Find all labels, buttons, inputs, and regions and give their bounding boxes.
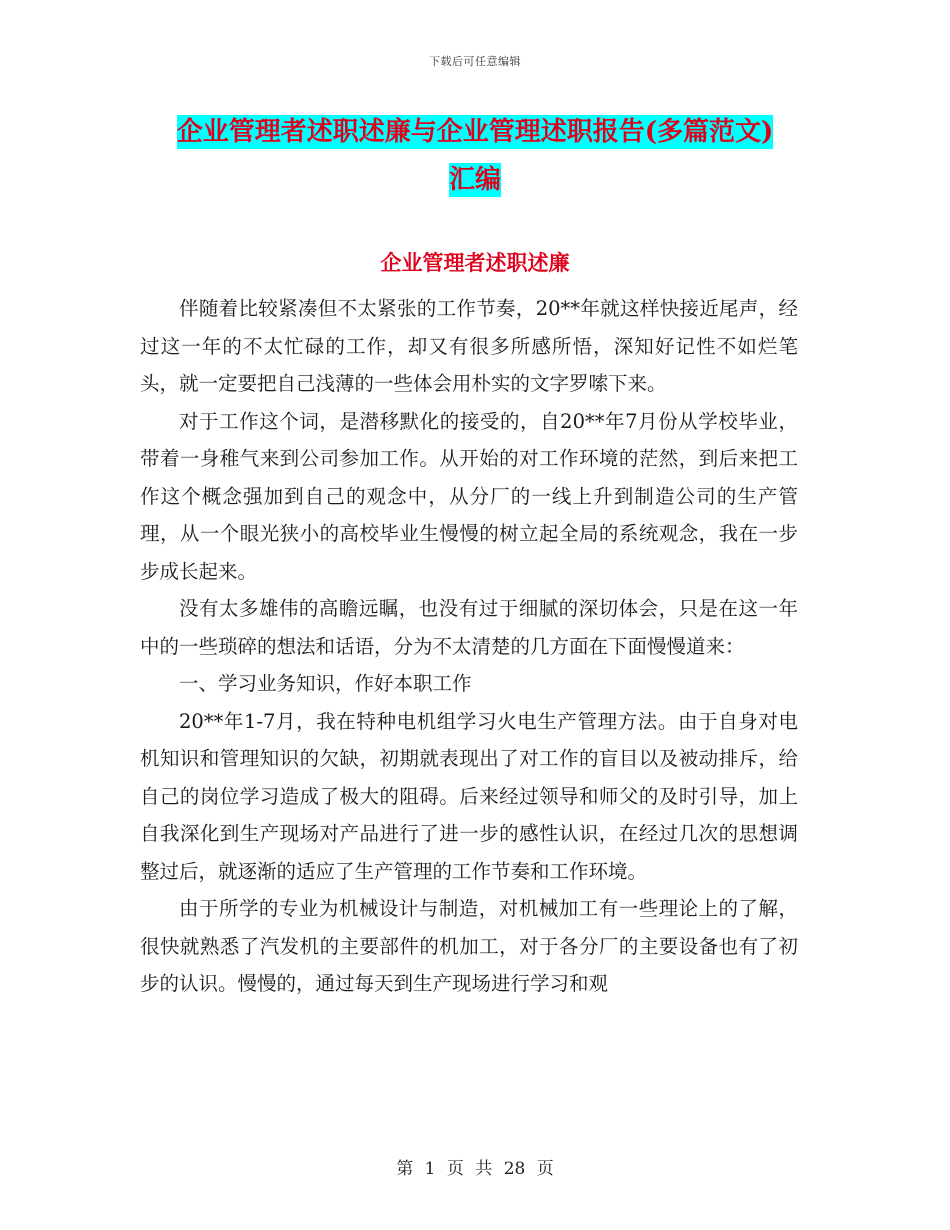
document-title [0, 108, 950, 204]
paragraph: 20**年1-7月，我在特种电机组学习火电生产管理方法。由于自身对电机知识和管理知识的欠缺，初期就表现出了对工作的盲目以及被动排斥，给自己的岗位学习造成了极大的阻碍。后来经过领导和师父的及时引导，加上自我深化到生产现场对产品进行了进一步的感性认识，在经过几次的思想调整过后，就逐渐的适应了生产管理的工作节奏和工作环境。 [140, 709, 798, 883]
header-note: 下载后可任意编辑 [429, 55, 521, 68]
document-title-line-1: 企业管理者述职述廉与企业管理述职报告(多篇范文) [176, 117, 774, 147]
paragraph: 由于所学的专业为机械设计与制造，对机械加工有一些理论上的了解，很快就熟悉了汽发机的主要部件的机加工，对于各分厂的主要设备也有了初步的认识。慢慢的，通过每天到生产现场进行学习和观 [140, 897, 798, 995]
paragraph: 对于工作这个词，是潜移默化的接受的，自20**年7月份从学校毕业，带着一身稚气来到公司参加工作。从开始的对工作环境的茫然，到后来把工作这个概念强加到自己的观念中，从分厂的一线上升到制造公司的生产管理，从一个眼光狭小的高校毕业生慢慢的树立起全局的系统观念，我在一步步成长起来。 [140, 409, 798, 583]
paragraph: 没有太多雄伟的高瞻远瞩，也没有过于细腻的深切体会，只是在这一年中的一些琐碎的想法和话语，分为不太清楚的几方面在下面慢慢道来： [140, 597, 798, 658]
document-title-line-2: 汇编 [448, 165, 501, 195]
subheading: 一、学习业务知识，作好本职工作 [179, 672, 472, 695]
page-number-footer: 第 1 页 共 28 页 [396, 1159, 554, 1179]
body-text [140, 290, 798, 1003]
paragraph: 伴随着比较紧凑但不太紧张的工作节奏，20**年就这样快接近尾声，经过这一年的不太忙碌的工作，却又有很多所感所悟，深知好记性不如烂笔头，就一定要把自己浅薄的一些体会用朴实的文字罗嗦下来。 [140, 297, 798, 395]
section-title: 企业管理者述职述廉 [380, 250, 570, 275]
